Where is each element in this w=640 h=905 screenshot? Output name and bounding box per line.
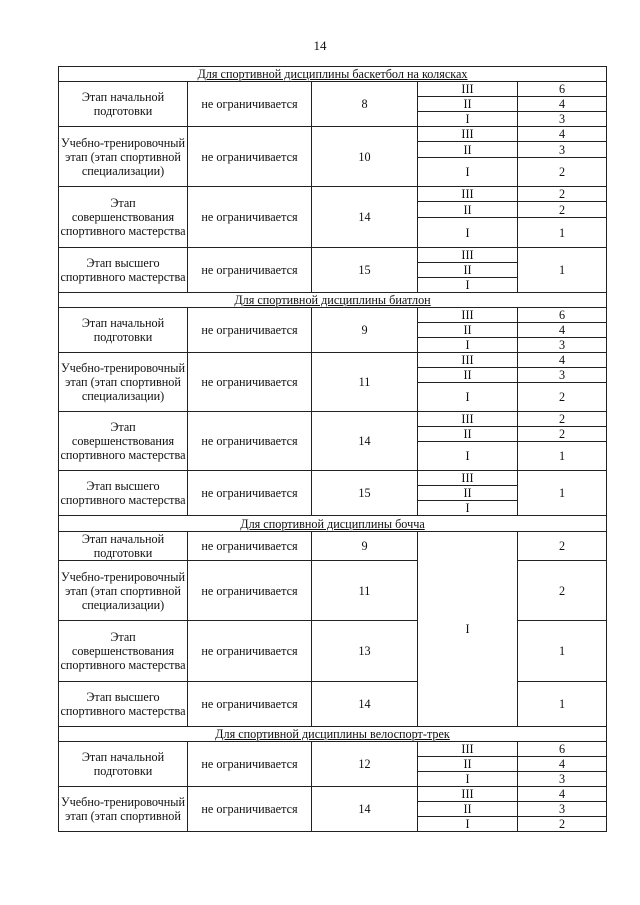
value-cell: 1 [518,682,607,727]
stage-name: Учебно-тренировочный этап (этап спортивной специализации) [59,561,188,621]
value-cell: 3 [518,338,607,353]
value-cell: 2 [518,817,607,832]
class-cell: II [418,202,518,218]
class-cell: I [418,383,518,412]
stage-name: Этап начальной подготовки [59,308,188,353]
limit-cell: не ограничивается [188,127,312,187]
value-cell: 6 [518,742,607,757]
table-row [59,412,607,427]
class-cell: II [418,486,518,501]
table-row [59,682,607,727]
table-row [59,742,607,757]
table-row [59,82,607,97]
table-row [59,787,607,802]
value-cell: 3 [518,802,607,817]
value-cell: 6 [518,82,607,97]
class-cell: II [418,802,518,817]
class-cell: III [418,127,518,142]
value-cell: 3 [518,368,607,383]
value-cell: 4 [518,323,607,338]
age-cell: 14 [312,187,418,248]
limit-cell: не ограничивается [188,561,312,621]
class-cell: III [418,412,518,427]
class-cell: II [418,368,518,383]
table-row [59,621,607,682]
limit-cell: не ограничивается [188,532,312,561]
limit-cell: не ограничивается [188,412,312,471]
stage-name: Этап начальной подготовки [59,742,188,787]
age-cell: 14 [312,682,418,727]
class-cell: I [418,532,518,727]
class-cell: III [418,187,518,202]
value-cell: 4 [518,757,607,772]
age-cell: 12 [312,742,418,787]
age-cell: 8 [312,82,418,127]
table-row [59,353,607,368]
value-cell: 6 [518,308,607,323]
value-cell: 2 [518,202,607,218]
value-cell: 1 [518,218,607,248]
class-cell: II [418,142,518,158]
class-cell: II [418,427,518,442]
value-cell: 2 [518,187,607,202]
class-cell: I [418,338,518,353]
class-cell: I [418,772,518,787]
class-cell: III [418,742,518,757]
limit-cell: не ограничивается [188,621,312,682]
class-cell: II [418,323,518,338]
table-row [59,532,607,561]
section-title: Для спортивной дисциплины биатлон [59,293,607,308]
class-cell: I [418,442,518,471]
age-cell: 11 [312,561,418,621]
class-cell: I [418,501,518,516]
class-cell: III [418,787,518,802]
value-cell: 4 [518,127,607,142]
value-cell: 2 [518,427,607,442]
value-cell: 2 [518,158,607,187]
value-cell: 1 [518,248,607,293]
value-cell: 4 [518,97,607,112]
table-row [59,248,607,263]
limit-cell: не ограничивается [188,187,312,248]
value-cell: 4 [518,787,607,802]
stage-name: Учебно-тренировочный этап (этап спортивной специализации) [59,353,188,412]
section-title: Для спортивной дисциплины баскетбол на колясках [59,67,607,82]
stage-name: Этап высшего спортивного мастерства [59,248,188,293]
value-cell: 2 [518,532,607,561]
value-cell: 2 [518,412,607,427]
limit-cell: не ограничивается [188,308,312,353]
class-cell: I [418,112,518,127]
value-cell: 1 [518,621,607,682]
stage-name: Этап совершенствования спортивного мастерства [59,187,188,248]
stage-name: Этап высшего спортивного мастерства [59,682,188,727]
stage-name: Этап высшего спортивного мастерства [59,471,188,516]
value-cell: 3 [518,142,607,158]
value-cell: 3 [518,772,607,787]
table-row [59,127,607,142]
class-cell: I [418,158,518,187]
page-number: 14 [313,38,327,53]
limit-cell: не ограничивается [188,471,312,516]
age-cell: 11 [312,353,418,412]
age-cell: 13 [312,621,418,682]
stage-name: Учебно-тренировочный этап (этап спортивной специализации) [59,127,188,187]
age-cell: 14 [312,412,418,471]
sports-stage-table [58,66,607,832]
stage-name: Этап совершенствования спортивного мастерства [59,621,188,682]
class-cell: I [418,817,518,832]
class-cell: III [418,308,518,323]
class-cell: II [418,97,518,112]
age-cell: 10 [312,127,418,187]
age-cell: 9 [312,532,418,561]
age-cell: 9 [312,308,418,353]
value-cell: 2 [518,383,607,412]
table-row [59,561,607,621]
value-cell: 1 [518,471,607,516]
limit-cell: не ограничивается [188,82,312,127]
section-title: Для спортивной дисциплины велоспорт-трек [59,727,607,742]
limit-cell: не ограничивается [188,353,312,412]
class-cell: I [418,278,518,293]
limit-cell: не ограничивается [188,248,312,293]
stage-name: Учебно-тренировочный этап (этап спортивной [59,787,188,832]
value-cell: 3 [518,112,607,127]
class-cell: III [418,82,518,97]
class-cell: II [418,757,518,772]
table-row [59,471,607,486]
age-cell: 14 [312,787,418,832]
limit-cell: не ограничивается [188,742,312,787]
limit-cell: не ограничивается [188,787,312,832]
stage-name: Этап совершенствования спортивного мастерства [59,412,188,471]
stage-name: Этап начальной подготовки [59,532,188,561]
table-row [59,187,607,202]
class-cell: III [418,471,518,486]
class-cell: III [418,353,518,368]
limit-cell: не ограничивается [188,682,312,727]
class-cell: I [418,218,518,248]
table-row [59,308,607,323]
class-cell: II [418,263,518,278]
class-cell: III [418,248,518,263]
value-cell: 2 [518,561,607,621]
age-cell: 15 [312,248,418,293]
section-title: Для спортивной дисциплины бочча [59,516,607,532]
stage-name: Этап начальной подготовки [59,82,188,127]
value-cell: 4 [518,353,607,368]
value-cell: 1 [518,442,607,471]
age-cell: 15 [312,471,418,516]
